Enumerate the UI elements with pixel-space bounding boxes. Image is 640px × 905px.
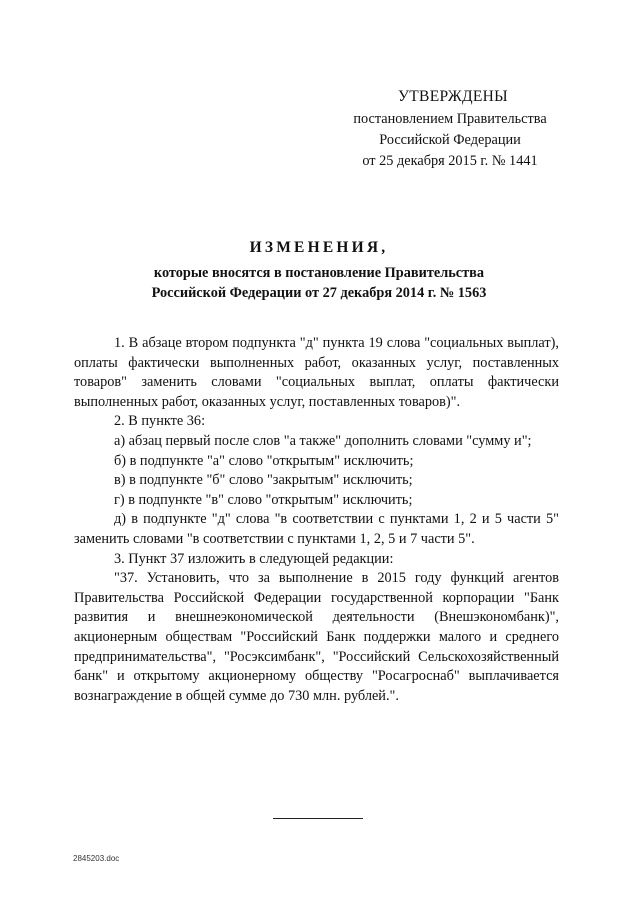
paragraph-3-quote: "37. Установить, что за выполнение в 2015 году функций агентов Правительства Российской Федерации государственной корпорации "Банк развития и внешнеэкономической деятельности (Внешэкономбанк)", акционерным обществам "Российский Банк поддержки малого и среднего предпринимательства", "Росэксимбанк", "Российский Сельскохозяйственный банк" и открытому акционерному обществу "Росагроснаб" выплачивается вознаграждение в общей сумме до 730 млн. рублей.". (74, 570, 559, 704)
paragraph-2b: б) в подпункте "а" слово "открытым" исключить; (114, 452, 414, 469)
approval-stamp (330, 86, 570, 172)
document-title (74, 237, 564, 303)
file-reference: 2845203.doc (73, 854, 120, 863)
paragraph-2e: д) в подпункте "д" слова "в соответствии с пунктами 1, 2 и 5 части 5" заменить словами "в соответствии с пунктами 1, 2, 5 и 7 части 5". (74, 511, 559, 547)
paragraph-2d: г) в подпункте "в" слово "открытым" исключить; (114, 491, 413, 508)
title-subtitle-line: которые вносятся в постановление Правительства (153, 265, 485, 281)
approval-line: от 25 декабря 2015 г. № 1441 (362, 153, 538, 169)
end-divider (273, 818, 363, 819)
paragraph-1: 1. В абзаце втором подпункта "д" пункта 19 слова "социальных выплат), оплаты фактически выполненных работ, оказанных услуг, поставленных товаров" заменить словами "социальных выплат, оплаты фактически выполненных работ, оказанных услуг, поставленных товаров)". (74, 335, 559, 410)
approval-line: Российской Федерации (379, 132, 521, 148)
title-subtitle-line: Российской Федерации от 27 декабря 2014 г. № 1563 (151, 285, 487, 301)
paragraph-2: 2. В пункте 36: (114, 413, 206, 430)
paragraph-2c: в) в подпункте "б" слово "закрытым" исключить; (114, 472, 413, 489)
approval-line: постановлением Правительства (353, 111, 547, 127)
paragraph-3: 3. Пункт 37 изложить в следующей редакции: (114, 550, 394, 567)
title-main: ИЗМЕНЕНИЯ, (249, 239, 389, 256)
paragraph-2a: а) абзац первый после слов "а также" дополнить словами "сумму и"; (114, 432, 532, 449)
document-body (74, 334, 559, 706)
approval-heading: УТВЕРЖДЕНЫ (398, 88, 508, 105)
